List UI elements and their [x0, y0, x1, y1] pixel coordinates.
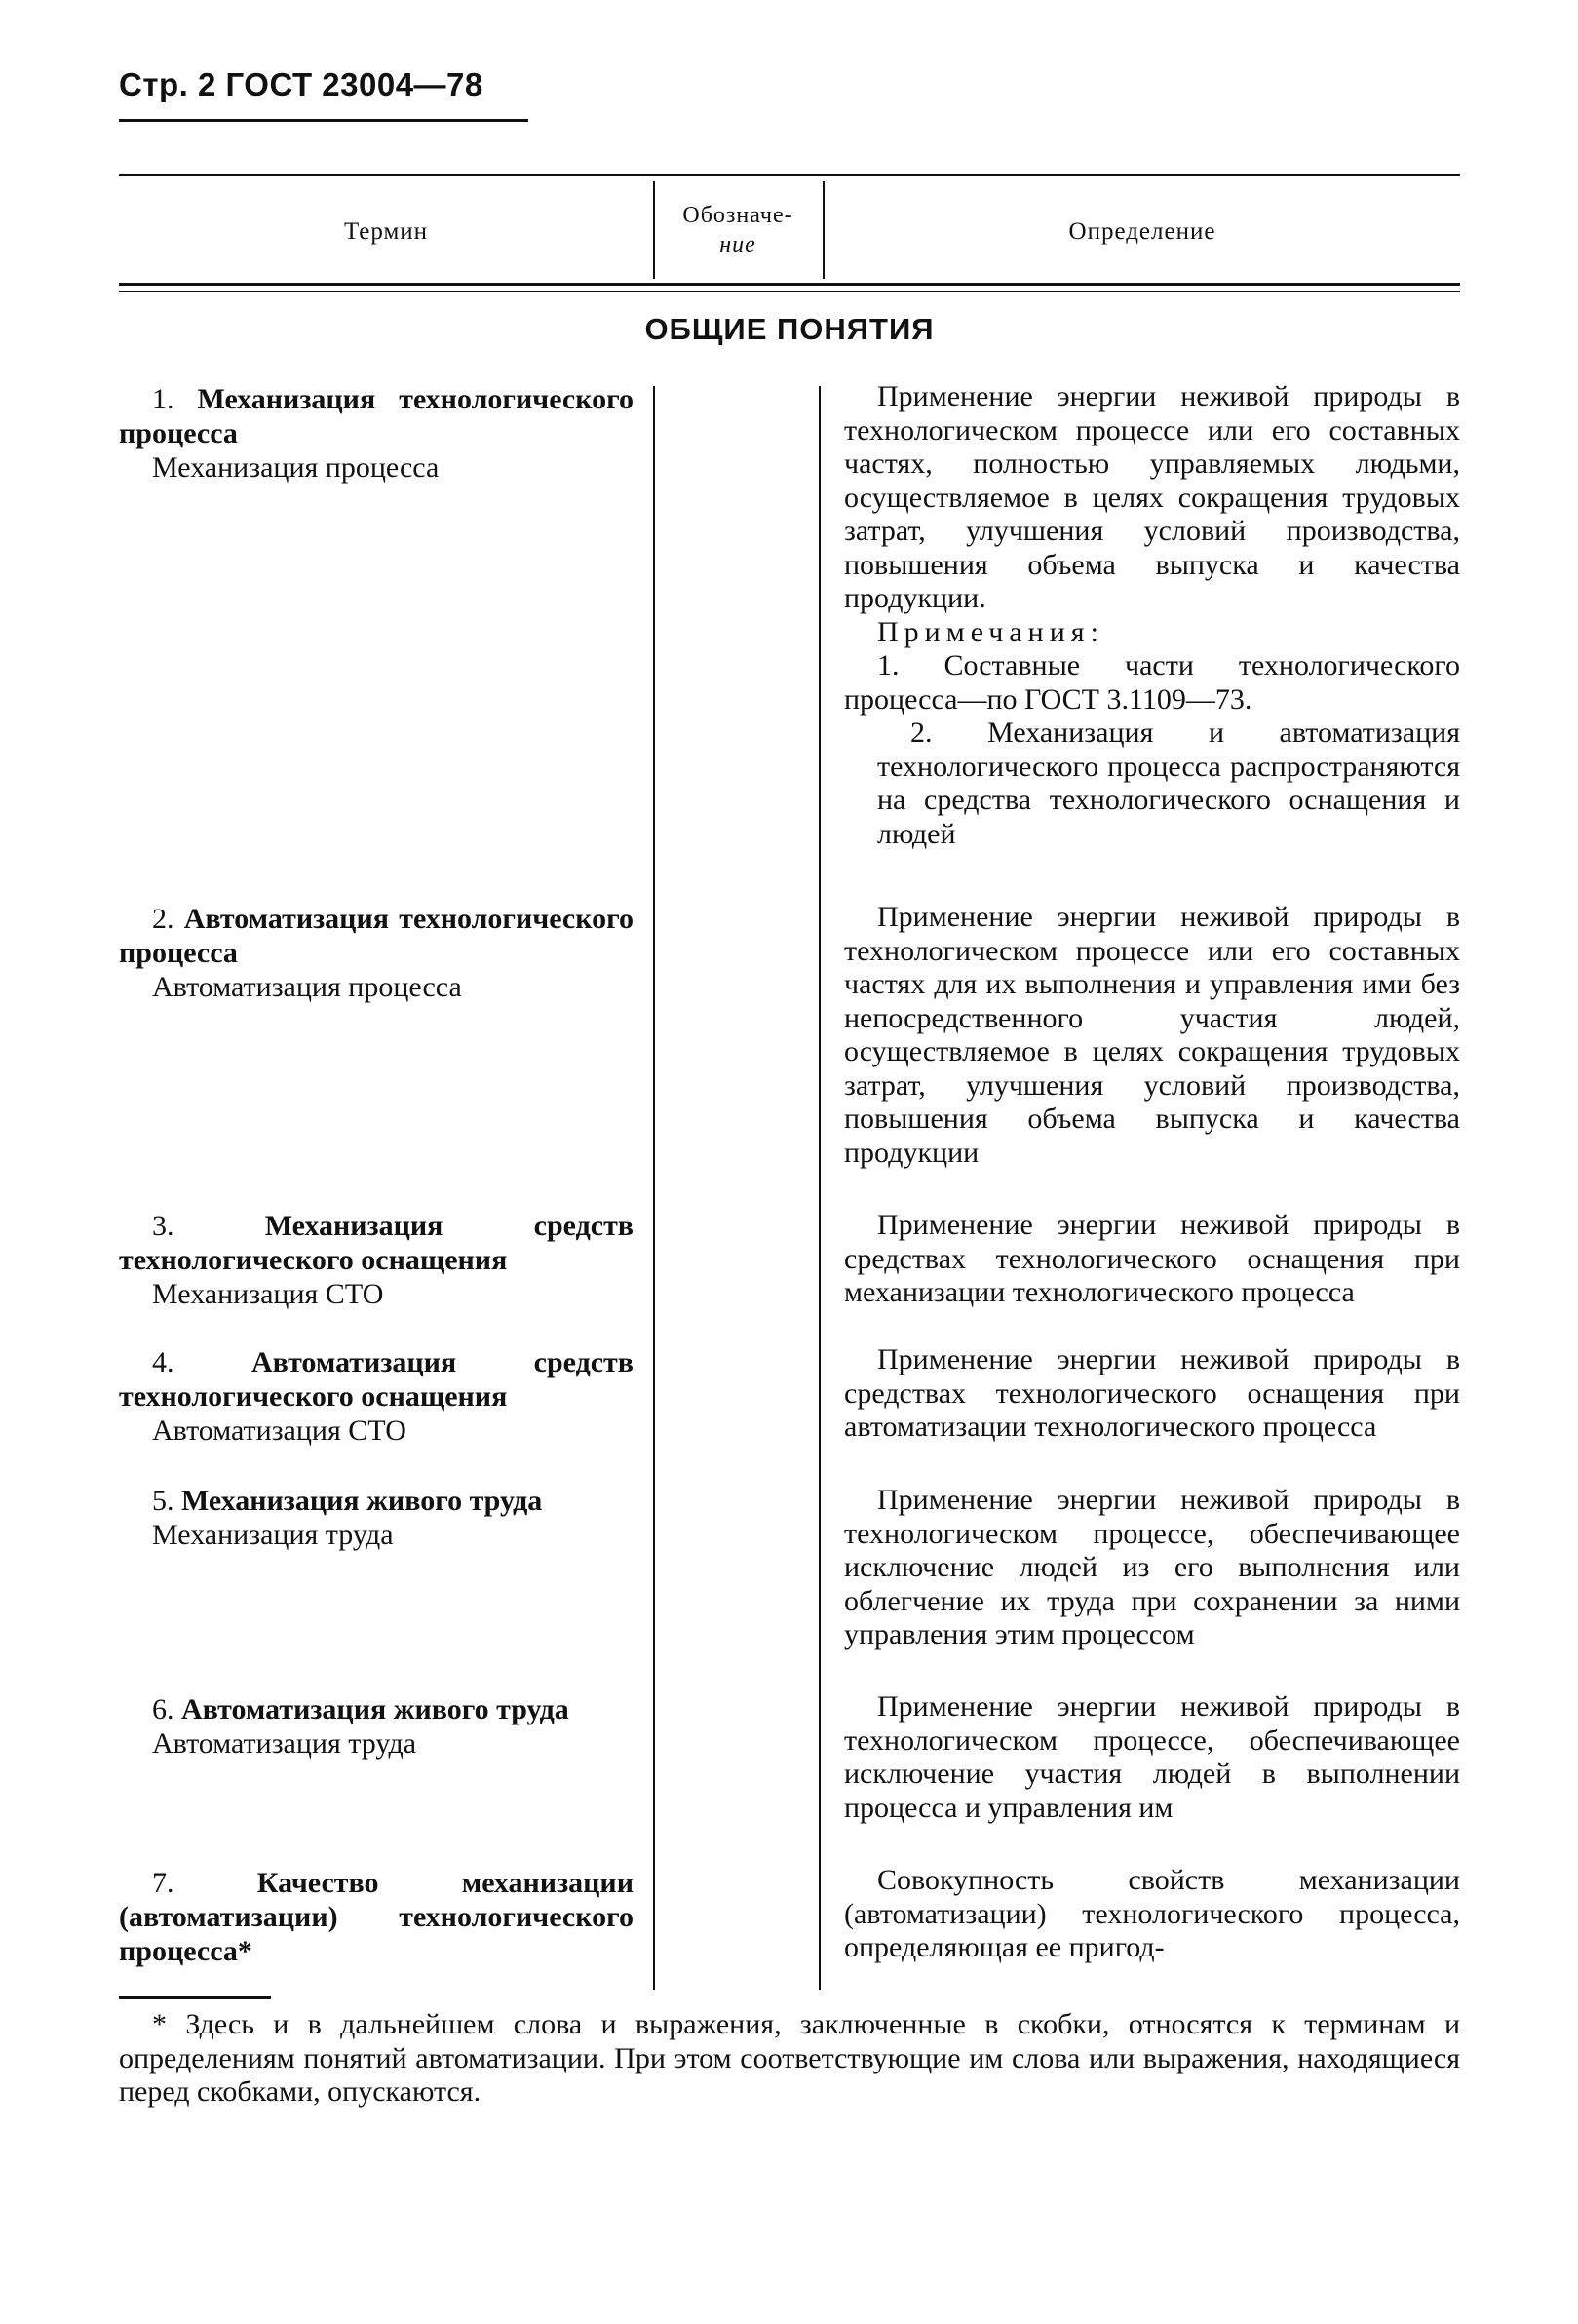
column-header-definition: Определение	[1068, 218, 1216, 245]
term-short-form: Автоматизация СТО	[152, 1414, 406, 1447]
definition-3	[844, 1209, 1460, 1310]
head-divider-left	[653, 181, 655, 279]
term-number: 4.	[152, 1346, 174, 1378]
definition-1	[844, 380, 1460, 851]
term-number: 2.	[152, 903, 174, 935]
definition-text: Применение энергии неживой природы в технологическом процессе, обеспечивающее исключение людей из его выполнения или облегчение их труда при сохранении за ними управления этим процессом	[844, 1484, 1460, 1650]
term-name: Автоматизация средств технологического оснащения	[119, 1346, 634, 1413]
term-short-form: Механизация процесса	[152, 451, 440, 484]
section-title: ОБЩИЕ ПОНЯТИЯ	[644, 312, 935, 346]
term-title	[119, 902, 634, 970]
column-divider-left	[653, 386, 655, 1990]
term-name: Автоматизация живого труда	[181, 1693, 569, 1725]
footnote-rule	[119, 1996, 271, 1999]
term-name: Механизация технологического процесса	[119, 383, 634, 449]
definition-text: Применение энергии неживой природы в средствах технологического оснащения при механизации технологического процесса	[844, 1209, 1460, 1308]
term-name: Механизация средств технологического оснащения	[119, 1210, 635, 1276]
header-rule	[119, 119, 528, 122]
term-number: 3.	[152, 1210, 174, 1242]
table-head-rule-double	[119, 290, 1460, 292]
table-head-rule	[119, 283, 1460, 286]
term-name: Качество механизации (автоматизации) технологического процесса*	[119, 1867, 635, 1967]
definition-5	[844, 1484, 1460, 1652]
notes-heading: Примечания:	[877, 615, 1104, 648]
definition-4	[844, 1343, 1460, 1445]
term-number: 6.	[152, 1693, 174, 1725]
term-name: Автоматизация технологического процесса	[119, 903, 635, 969]
definition-text: Применение энергии неживой природы в технологическом процессе или его составных частях, полностью управляемых людьми, осуществляемое в целях сокращения трудовых затрат, улучшения условий производства, повышения объема выпуска и качества продукции.	[844, 380, 1460, 614]
term-number: 1.	[152, 383, 174, 415]
term-entry-3	[119, 1209, 634, 1311]
term-number: 7.	[152, 1867, 174, 1899]
term-entry-7	[119, 1866, 634, 1968]
column-header-symbol-line1: Обозначе-	[682, 203, 793, 228]
term-name: Механизация живого труда	[181, 1485, 543, 1517]
definition-text: Применение энергии неживой природы в средствах технологического оснащения при автоматизации технологического процесса	[844, 1343, 1460, 1443]
term-entry-6	[119, 1692, 634, 1761]
column-header-term: Термин	[343, 218, 429, 245]
term-title	[119, 382, 634, 450]
term-number: 5.	[152, 1485, 174, 1517]
note-item: 1. Составные части технологического процесса—по ГОСТ 3.1109—73.	[844, 649, 1460, 716]
term-short-form: Автоматизация труда	[152, 1727, 417, 1760]
term-short-form: Механизация труда	[152, 1519, 394, 1551]
term-title	[119, 1484, 634, 1518]
column-divider-right	[819, 386, 821, 1990]
term-short-form: Автоматизация процесса	[152, 971, 462, 1003]
column-header-symbol	[659, 201, 817, 259]
term-title	[119, 1209, 634, 1277]
table-top-rule	[119, 174, 1460, 176]
footnote: * Здесь и в дальнейшем слова и выражения, заключенные в скобки, относятся к терминам и определениям понятий автоматизации. При этом соответствующие им слова или выражения, находящиеся перед скобками, опускаются.	[119, 2008, 1460, 2108]
term-title	[119, 1692, 634, 1726]
term-title	[119, 1345, 634, 1414]
definition-text: Применение энергии неживой природы в технологическом процессе, обеспечивающее исключение участия людей в выполнении процесса и управления им	[844, 1690, 1460, 1824]
note-item: 2. Механизация и автоматизация технологического процесса распространяются на средства технологического оснащения и людей	[877, 717, 1460, 850]
definition-7	[844, 1864, 1460, 1965]
definition-text: Совокупность свойств механизации (автоматизации) технологического процесса, определяющая ее пригод-	[844, 1864, 1460, 1963]
page-header: Стр. 2 ГОСТ 23004—78	[119, 66, 483, 102]
term-entry-1	[119, 382, 634, 484]
term-entry-5	[119, 1484, 634, 1552]
term-short-form: Механизация СТО	[152, 1278, 384, 1310]
term-entry-4	[119, 1345, 634, 1448]
definition-2	[844, 901, 1460, 1170]
column-header-symbol-line2: ние	[719, 232, 756, 257]
term-title	[119, 1866, 634, 1968]
definition-6	[844, 1690, 1460, 1825]
definition-text: Применение энергии неживой природы в технологическом процессе или его составных частях для их выполнения и управления ими без непосредственного участия людей, осуществляемое в целях сокращения трудовых затрат, улучшения условий производства, повышения объема выпуска и качества продукции	[844, 901, 1460, 1169]
term-entry-2	[119, 902, 634, 1004]
